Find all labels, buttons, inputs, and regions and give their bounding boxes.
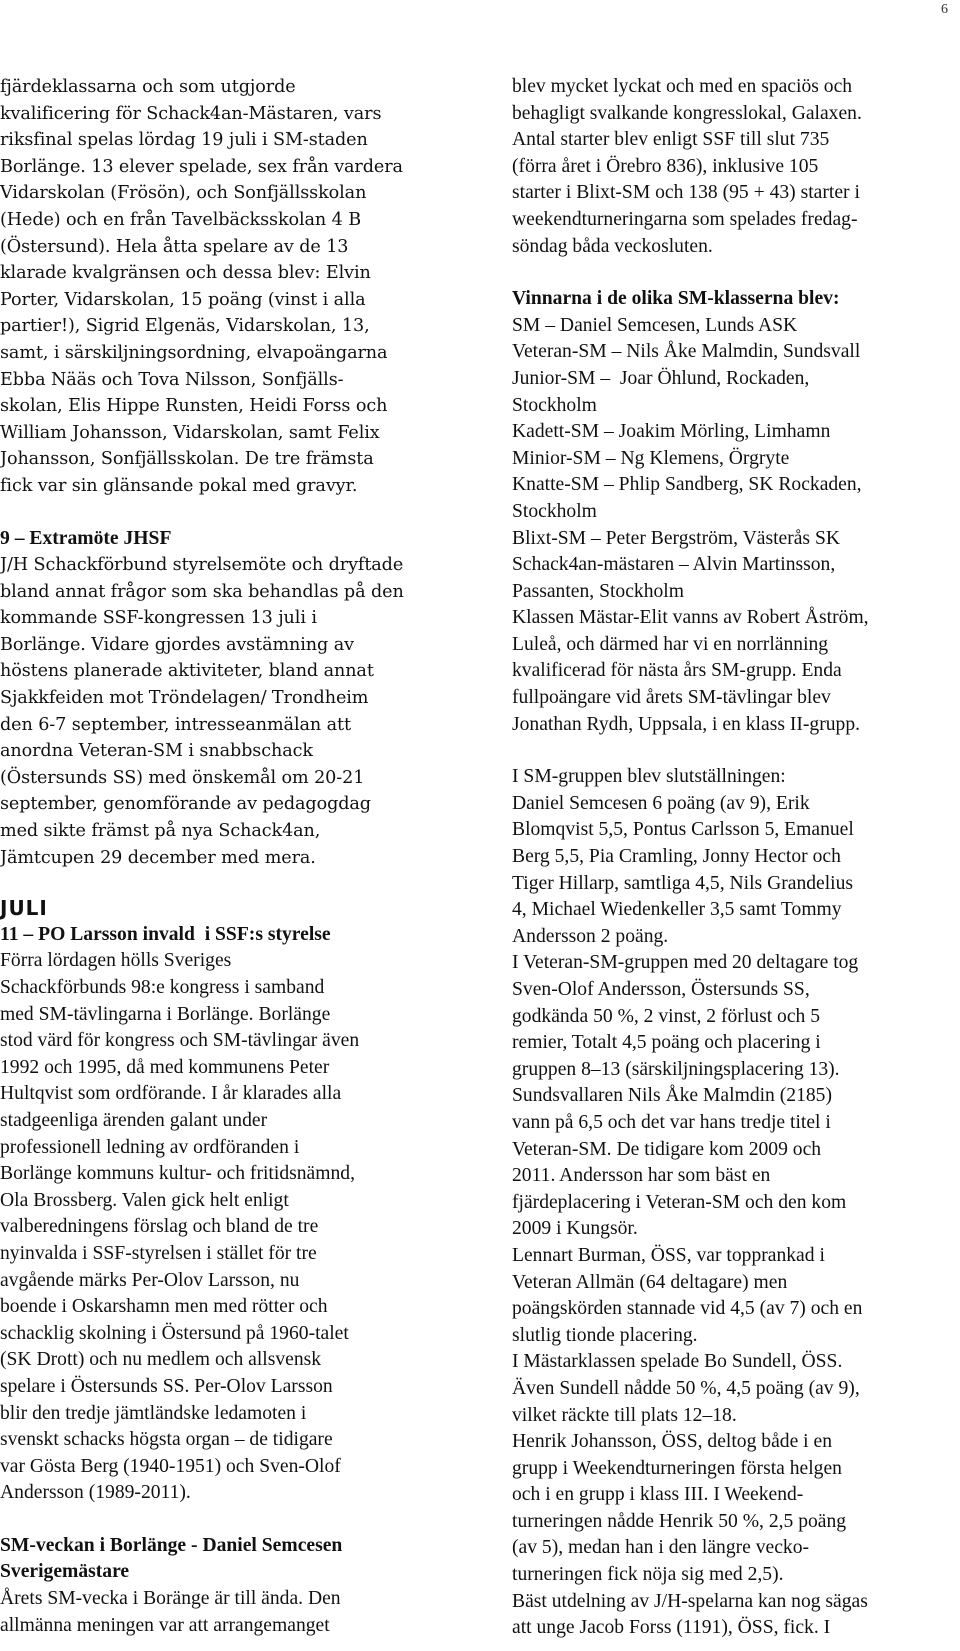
text-line: med SM-tävlingarna i Borlänge. Borlänge bbox=[0, 1003, 331, 1025]
text-line: Andersson 2 poäng. bbox=[512, 925, 669, 947]
text-line: Junior-SM – Joar Öhlund, Rockaden, bbox=[512, 367, 810, 389]
text-line: Knatte-SM – Phlip Sandberg, SK Rockaden, bbox=[512, 474, 862, 496]
text-line: stadgeenliga ärenden galant under bbox=[0, 1109, 268, 1131]
text-line: Stockholm bbox=[512, 500, 597, 522]
list-winners bbox=[512, 313, 952, 739]
text-line: Schackförbunds 98:e kongress i samband bbox=[0, 977, 325, 998]
text-line: Passanten, Stockholm bbox=[512, 580, 684, 602]
text-line: Jämtcupen 29 december med mera. bbox=[0, 847, 316, 868]
text-line: klarade kvalgränsen och dessa blev: Elvin bbox=[0, 263, 371, 284]
text-line: Andersson (1989-2011). bbox=[0, 1482, 191, 1504]
text-line: (förra året i Örebro 836), inklusive 105 bbox=[512, 155, 819, 177]
text-line: schacklig skolning i Östersund på 1960-talet bbox=[0, 1322, 349, 1344]
text-line: Tiger Hillarp, samtliga 4,5, Nils Grandelius bbox=[512, 872, 854, 894]
text-line: Berg 5,5, Pia Cramling, Jonny Hector och bbox=[512, 846, 841, 868]
text-line: den 6-7 september, intresseanmälan att bbox=[0, 714, 351, 735]
text-line: att unge Jacob Forss (1191), ÖSS, fick. I bbox=[512, 1617, 831, 1639]
text-line: bland annat frågor som ska behandlas på den bbox=[0, 581, 404, 602]
text-line: Förra lördagen hölls Sveriges bbox=[0, 950, 232, 972]
text-line: skolan, Elis Hippe Runsten, Heidi Forss och bbox=[0, 396, 388, 417]
text-line: blir den tredje jämtländske ledamoten i bbox=[0, 1402, 307, 1424]
text-line: 1992 och 1995, då med kommunens Peter bbox=[0, 1056, 330, 1078]
paragraph-kongress bbox=[0, 948, 456, 1506]
text-line: Bäst utdelning av J/H-spelarna kan nog sägas bbox=[512, 1590, 868, 1612]
text-line: var Gösta Berg (1940-1951) och Sven-Olof bbox=[0, 1455, 341, 1477]
text-line: 2011. Andersson har som bäst en bbox=[512, 1165, 771, 1187]
text-line: Jonathan Rydh, Uppsala, i en klass II-grupp. bbox=[512, 713, 861, 735]
text-line: turneringen nådde Henrik 50 %, 2,5 poäng bbox=[512, 1510, 847, 1532]
text-line: höstens planerade aktiviteter, bland annat bbox=[0, 661, 374, 682]
text-line: starter i Blixt-SM och 138 (95 + 43) starter i bbox=[512, 182, 860, 204]
text-line: Vidarskolan (Frösön), och Sonfjällsskolan bbox=[0, 183, 367, 204]
text-line: (Östersund). Hela åtta spelare av de 13 bbox=[0, 236, 349, 257]
text-line: Porter, Vidarskolan, 15 poäng (vinst i alla bbox=[0, 289, 366, 310]
text-line: weekendturneringarna som spelades fredag- bbox=[512, 208, 858, 230]
text-line: avgående märks Per-Olov Larsson, nu bbox=[0, 1269, 300, 1291]
text-line: Ebba Nääs och Tova Nilsson, Sonfjälls- bbox=[0, 369, 344, 390]
heading-extramote-jhsf: 9 – Extramöte JHSF bbox=[0, 527, 172, 549]
text-line: allmänna meningen var att arrangemanget bbox=[0, 1614, 330, 1636]
text-line: kommande SSF-kongressen 13 juli i bbox=[0, 608, 317, 629]
heading-sm-veckan bbox=[0, 1533, 456, 1586]
text-line: Lennart Burman, ÖSS, var topprankad i bbox=[512, 1244, 825, 1266]
text-line: Borlänge. Vidare gjordes avstämning av bbox=[0, 634, 354, 655]
text-line: Ola Brossberg. Valen gick helt enligt bbox=[0, 1189, 289, 1211]
text-line: kvalificering för Schack4an-Mästaren, vars bbox=[0, 103, 382, 124]
text-line: Även Sundell nådde 50 %, 4,5 poäng (av 9), bbox=[512, 1377, 860, 1399]
text-line: poängskörden stannade vid 4,5 (av 7) och en bbox=[512, 1298, 863, 1320]
text-line: Veteran Allmän (64 deltagare) men bbox=[512, 1271, 788, 1293]
right-column bbox=[512, 74, 952, 1642]
text-line: Daniel Semcesen 6 poäng (av 9), Erik bbox=[512, 792, 810, 814]
text-line: spelare i Östersunds SS. Per-Olov Larsson bbox=[0, 1375, 333, 1397]
text-line: gruppen 8–13 (särskiljningsplacering 13). bbox=[512, 1058, 840, 1080]
paragraph-extramote bbox=[0, 552, 456, 871]
text-line: fick var sin glänsande pokal med gravyr. bbox=[0, 475, 358, 496]
text-line: Stockholm bbox=[512, 394, 597, 416]
text-line: stod värd för kongress och SM-tävlingar även bbox=[0, 1030, 360, 1052]
text-line: Hultqvist som ordförande. I år klarades alla bbox=[0, 1083, 342, 1105]
text-line: fjärdeplacering i Veteran-SM och den kom bbox=[512, 1191, 847, 1213]
heading-po-larsson: 11 – PO Larsson invald i SSF:s styrelse bbox=[0, 923, 331, 945]
paragraph-schack4an-qualifiers bbox=[0, 74, 456, 500]
text-line: Luleå, och därmed har vi en norrlänning bbox=[512, 633, 829, 655]
text-line: Sjakkfeiden mot Tröndelagen/ Trondheim bbox=[0, 688, 369, 709]
text-line: fjärdeklassarna och som utgjorde bbox=[0, 77, 296, 97]
text-line: I SM-gruppen blev slutställningen: bbox=[512, 766, 786, 788]
text-line: I Mästarklassen spelade Bo Sundell, ÖSS. bbox=[512, 1351, 843, 1373]
text-line: samt, i särskiljningsordning, elvapoängarna bbox=[0, 342, 388, 363]
text-line: SM-veckan i Borlänge - Daniel Semcesen bbox=[0, 1534, 343, 1556]
text-line: boende i Oskarshamn men med rötter och bbox=[0, 1296, 328, 1318]
text-line: Minior-SM – Ng Klemens, Örgryte bbox=[512, 447, 790, 469]
text-line: Sven-Olof Andersson, Östersunds SS, bbox=[512, 979, 810, 1000]
section-heading-juli: JULI bbox=[0, 896, 48, 921]
text-line: valberedningens förslag och bland de tre bbox=[0, 1216, 319, 1238]
left-column bbox=[0, 74, 456, 1639]
text-line: Borlänge kommuns kultur- och fritidsnämnd, bbox=[0, 1163, 355, 1185]
text-line: Schack4an-mästaren – Alvin Martinsson, bbox=[512, 554, 836, 576]
text-line: professionell ledning av ordföranden i bbox=[0, 1136, 300, 1158]
text-line: Veteran-SM – Nils Åke Malmdin, Sundsvall bbox=[512, 341, 861, 363]
text-line: nyinvalda i SSF-styrelsen i stället för tre bbox=[0, 1242, 317, 1264]
text-line: godkända 50 %, 2 vinst, 2 förlust och 5 bbox=[512, 1005, 821, 1027]
paragraph-starter bbox=[512, 74, 952, 260]
text-line: (Östersunds SS) med önskemål om 20-21 bbox=[0, 767, 365, 788]
text-line: Årets SM-vecka i Boränge är till ända. Den bbox=[0, 1588, 341, 1610]
text-line: behagligt svalkande kongresslokal, Galaxen. bbox=[512, 102, 862, 124]
paragraph-sm-vecka bbox=[0, 1586, 456, 1639]
text-line: turneringen fick nöja sig med 2,5). bbox=[512, 1564, 784, 1586]
text-line: Blomqvist 5,5, Pontus Carlsson 5, Emanuel bbox=[512, 819, 854, 841]
text-line: I Veteran-SM-gruppen med 20 deltagare tog bbox=[512, 952, 859, 974]
text-line: (Hede) och en från Tavelbäcksskolan 4 B bbox=[0, 209, 362, 230]
text-line: 2009 i Kungsör. bbox=[512, 1218, 638, 1240]
text-line: J/H Schackförbund styrelsemöte och dryftade bbox=[0, 555, 404, 576]
paragraph-sm-gruppen bbox=[512, 764, 952, 1642]
text-line: vann på 6,5 och det var hans tredje titel i bbox=[512, 1111, 831, 1133]
heading-vinnarna: Vinnarna i de olika SM-klasserna blev: bbox=[512, 288, 840, 310]
text-line: september, genomförande av pedagogdag bbox=[0, 794, 371, 815]
text-line: fullpoängare vid årets SM-tävlingar blev bbox=[512, 687, 831, 709]
text-line: SM – Daniel Semcesen, Lunds ASK bbox=[512, 314, 798, 336]
text-line: (SK Drott) och nu medlem och allsvensk bbox=[0, 1349, 322, 1371]
text-line: remier, Totalt 4,5 poäng och placering i bbox=[512, 1032, 821, 1054]
text-line: vilket räckte till plats 12–18. bbox=[512, 1404, 737, 1426]
text-line: svenskt schacks högsta organ – de tidigare bbox=[0, 1429, 333, 1451]
text-line: 4, Michael Wiedenkeller 3,5 samt Tommy bbox=[512, 899, 842, 921]
text-line: Sundsvallaren Nils Åke Malmdin (2185) bbox=[512, 1085, 832, 1107]
text-line: William Johansson, Vidarskolan, samt Felix bbox=[0, 422, 380, 443]
text-line: riksfinal spelas lördag 19 juli i SM-staden bbox=[0, 130, 368, 151]
text-line: Borlänge. 13 elever spelade, sex från vardera bbox=[0, 156, 403, 177]
text-line: Veteran-SM. De tidigare kom 2009 och bbox=[512, 1138, 822, 1160]
text-line: Kadett-SM – Joakim Mörling, Limhamn bbox=[512, 421, 831, 443]
text-line: kvalificerad för nästa års SM-grupp. Enda bbox=[512, 660, 842, 682]
text-line: Blixt-SM – Peter Bergström, Västerås SK bbox=[512, 527, 841, 549]
text-line: blev mycket lyckat och med en spaciös och bbox=[512, 76, 853, 97]
text-line: Klassen Mästar-Elit vanns av Robert Åström, bbox=[512, 607, 869, 629]
page-number: 6 bbox=[941, 2, 948, 17]
text-line: anordna Veteran-SM i snabbschack bbox=[0, 741, 313, 762]
text-line: slutlig tionde placering. bbox=[512, 1324, 698, 1346]
text-line: grupp i Weekendturneringen första helgen bbox=[512, 1457, 842, 1479]
text-line: söndag båda veckosluten. bbox=[512, 235, 713, 257]
text-line: Sverigemästare bbox=[0, 1561, 130, 1583]
text-line: partier!), Sigrid Elgenäs, Vidarskolan, 13, bbox=[0, 316, 370, 337]
text-line: och i en grupp i klass III. I Weekend- bbox=[512, 1484, 804, 1506]
text-line: Henrik Johansson, ÖSS, deltog både i en bbox=[512, 1431, 832, 1453]
text-line: Johansson, Sonfjällsskolan. De tre främsta bbox=[0, 449, 374, 470]
text-line: med sikte främst på nya Schack4an, bbox=[0, 821, 321, 842]
text-line: Antal starter blev enligt SSF till slut 735 bbox=[512, 129, 830, 151]
text-line: (av 5), medan han i den längre vecko- bbox=[512, 1537, 810, 1559]
